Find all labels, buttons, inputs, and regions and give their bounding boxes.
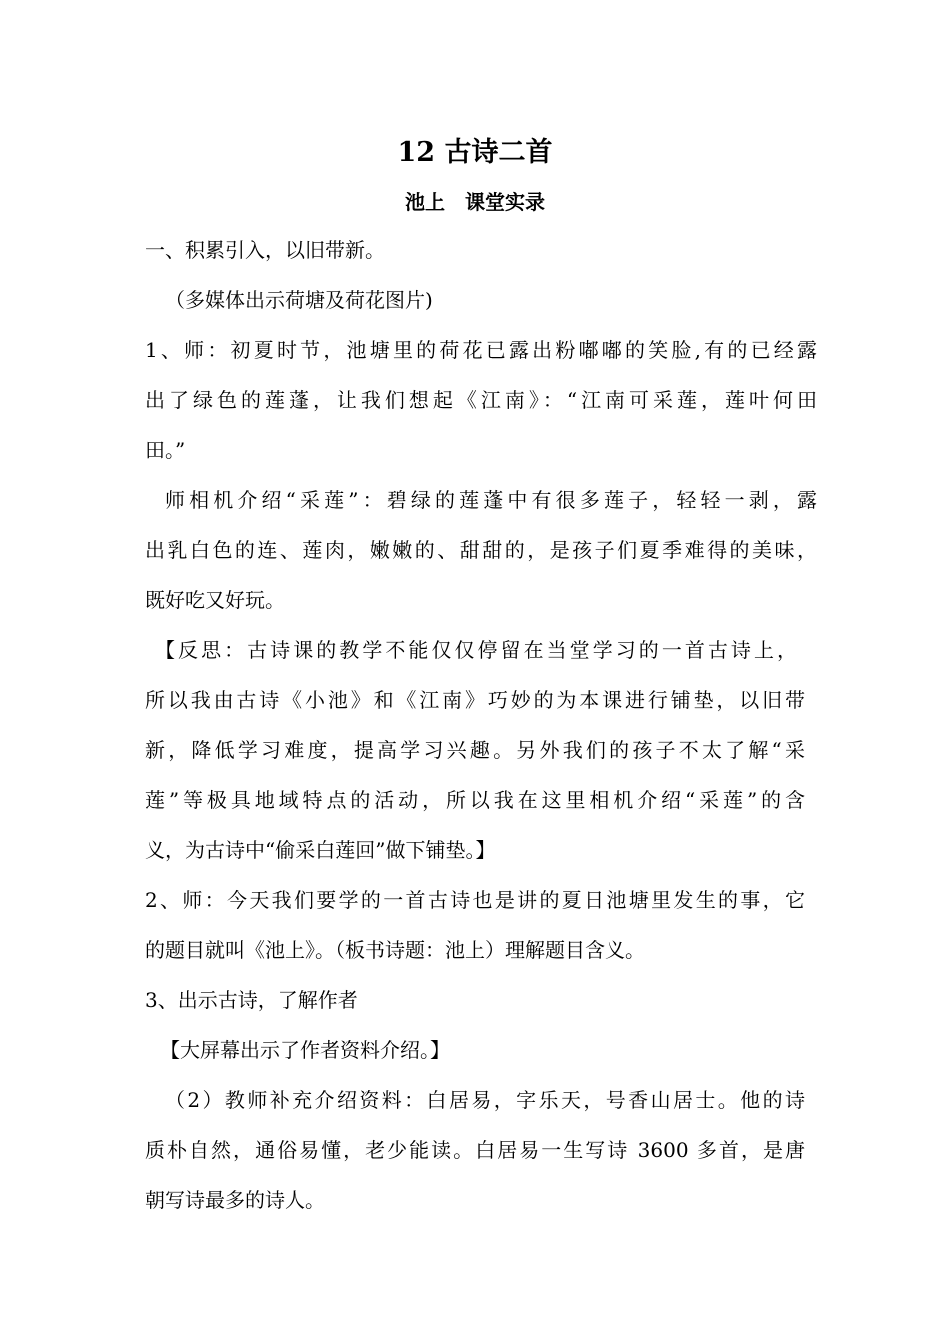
text-line: 所以我由古诗《小池》和《江南》巧妙的为本课进行铺垫，以旧带 (145, 688, 805, 712)
text-line: 2、师：今天我们要学的一首古诗也是讲的夏日池塘里发生的事，它 (145, 888, 805, 912)
text-line: 3、出示古诗，了解作者 (145, 988, 358, 1012)
text-line: 【大屏幕出示了作者资料介绍。】 (160, 1038, 450, 1062)
text-line: 新，降低学习难度，提高学习兴趣。另外我们的孩子不太了解“采 (145, 738, 805, 762)
text-line: 出乳白色的连、莲肉，嫩嫩的、甜甜的，是孩子们夏季难得的美味， (145, 538, 817, 562)
text-line: 既好吃又好玩。 (145, 588, 285, 612)
page-subtitle: 池上 课堂实录 (405, 190, 545, 214)
text-line: 质朴自然，通俗易懂，老少能读。白居易一生写诗 3600 多首，是唐 (145, 1138, 805, 1162)
text-line: 田。” (145, 438, 186, 462)
text-line: （2）教师补充介绍资料：白居易，字乐天，号香山居士。他的诗 (165, 1088, 805, 1112)
text-line: 义，为古诗中“偷采白莲回”做下铺垫。】 (145, 838, 496, 862)
text-line: 出了绿色的莲蓬，让我们想起《江南》：“江南可采莲，莲叶何田 (145, 388, 817, 412)
text-line: 的题目就叫《池上》。（板书诗题：池上）理解题目含义。 (145, 938, 645, 962)
text-line: 朝写诗最多的诗人。 (145, 1188, 325, 1212)
text-line: 【反思：古诗课的教学不能仅仅停留在当堂学习的一首古诗上， (155, 638, 797, 662)
text-line: 师相机介绍“采莲”：碧绿的莲蓬中有很多莲子，轻轻一剥，露 (165, 488, 817, 512)
text-line: 一、积累引入，以旧带新。 (145, 238, 385, 262)
page-title: 12 古诗二首 (397, 137, 553, 168)
text-line: （多媒体出示荷塘及荷花图片) (165, 288, 433, 312)
text-line: 莲”等极具地域特点的活动，所以我在这里相机介绍“采莲”的含 (145, 788, 805, 812)
text-line: 1、师：初夏时节，池塘里的荷花已露出粉嘟嘟的笑脸,有的已经露 (145, 338, 817, 362)
